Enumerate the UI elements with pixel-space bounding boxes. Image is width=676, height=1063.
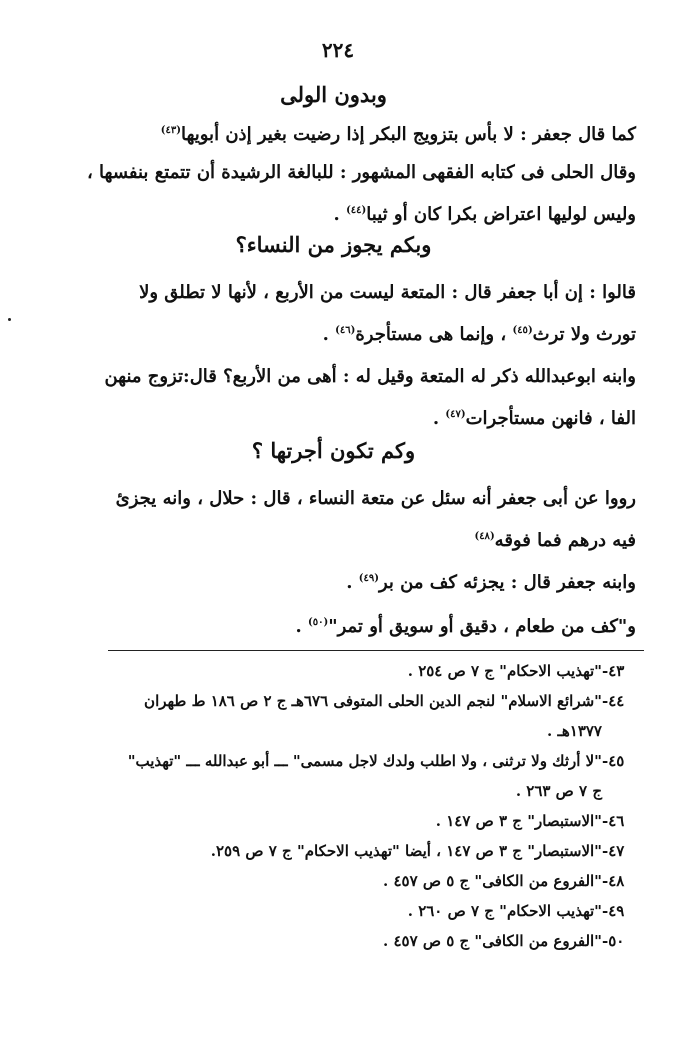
footnote-45-cont: ج ٧ ص ٢٦٣ .: [515, 782, 602, 800]
paragraph-line: وقال الحلى فى كتابه الفقهى المشهور : للبالغة الرشيدة أن تتمتع بنفسها ،: [86, 162, 636, 183]
footnote-47: ٤٧-"الاستبصار" ج ٣ ص ١٤٧ ، أيضا "تهذيب الاحكام" ج ٧ ص ٢٥٩.: [210, 842, 625, 860]
footnote-46: ٤٦-"الاستبصار" ج ٣ ص ١٤٧ .: [435, 812, 625, 830]
paragraph-hilli: [31, 154, 636, 234]
footnote-ref-46: (٤٦): [335, 325, 356, 336]
paragraph-abu-abdullah: [31, 358, 636, 438]
paragraph-food: و"كف من طعام ، دقيق أو سويق أو تمر"$^{(٥٠)}$ .: [295, 616, 636, 637]
paragraph-abu-jafar: [31, 274, 636, 354]
footnote-ref-43: (٤٣): [160, 125, 181, 136]
paragraph-wage-dirham: [31, 480, 636, 560]
paragraph-line: قالوا : إن أبا جعفر قال : المتعة ليست من الأربع ، لأنها لا تطلق ولا: [139, 282, 636, 303]
paragraph-text: كما قال جعفر : لا بأس بتزويج البكر إذا رضيت بغير إذن أبويها: [180, 124, 636, 145]
footnote-43: ٤٣-"تهذيب الاحكام" ج ٧ ص ٢٥٤ .: [407, 662, 625, 680]
paragraph-line: وابنه ابوعبدالله ذكر له المتعة وقيل له : أهى من الأربع؟ قال:تزوج منهن: [104, 366, 636, 387]
footnote-44: ٤٤-"شرائع الاسلام" لنجم الدين الحلى المتوفى ٦٧٦هـ ج ٢ ص ١٨٦ ط طهران: [144, 692, 625, 710]
footnote-ref-44: (٤٤): [346, 205, 367, 216]
footnote-ref-50: (٥٠): [308, 617, 329, 628]
footnote-48: ٤٨-"الفروع من الكافى" ج ٥ ص ٤٥٧ .: [383, 872, 625, 890]
footnote-45: ٤٥-"لا أرثك ولا ترثنى ، ولا اطلب ولدك لاجل مسمى" ـــ أبو عبدالله ـــ "تهذيب": [127, 752, 625, 770]
footnote-divider: [108, 650, 644, 651]
paragraph-line: تورث ولا ترث$^{(٤٥)}$ ، وإنما هى مستأجرة$^{(٤٦)}$ .: [322, 324, 636, 345]
scan-speck: [8, 318, 11, 321]
section-heading-wage: وكم تكون أجرتها ؟: [251, 438, 416, 463]
footnote-ref-47: (٤٧): [445, 409, 466, 420]
page-number: ٢٢٤: [321, 38, 355, 62]
footnote-ref-45: (٤٥): [512, 325, 533, 336]
paragraph-line: فيه درهم فما فوقه$^{(٤٨)}$: [474, 530, 636, 551]
section-heading-without-guardian: وبدون الولى: [280, 82, 387, 107]
paragraph-wheat: وابنه جعفر قال : يجزئه كف من بر$^{(٤٩)}$ .: [346, 572, 636, 593]
footnote-44-cont: ١٣٧٧هـ .: [547, 722, 602, 740]
footnote-ref-49: (٤٩): [358, 573, 379, 584]
paragraph-line: وليس لوليها اعتراض بكرا كان أو ثيبا$^{(٤٤)}$ .: [333, 204, 636, 225]
footnote-50: ٥٠-"الفروع من الكافى" ج ٥ ص ٤٥٧ .: [383, 932, 625, 950]
footnote-ref-48: (٤٨): [474, 531, 495, 542]
footnotes-list: [31, 656, 636, 956]
paragraph-jafar-virgin: [31, 112, 636, 154]
footnote-49: ٤٩-"تهذيب الاحكام" ج ٧ ص ٢٦٠ .: [407, 902, 625, 920]
paragraph-line: رووا عن أبى جعفر أنه سئل عن متعة النساء ، قال : حلال ، وانه يجزئ: [115, 488, 636, 509]
paragraph-line: الفا ، فانهن مستأجرات$^{(٤٧)}$ .: [432, 408, 636, 429]
section-heading-how-many-women: وبكم يجوز من النساء؟: [235, 232, 432, 257]
